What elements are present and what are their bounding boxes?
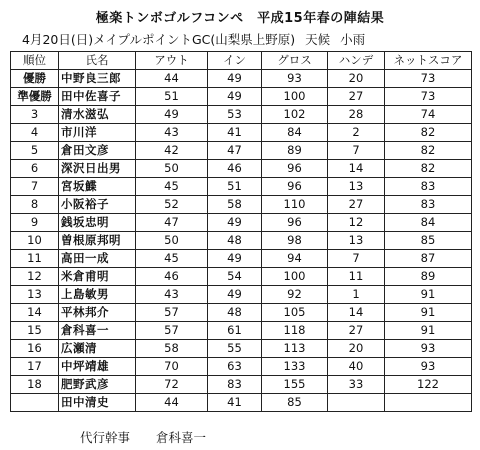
cell-name: 上島敏男: [59, 286, 136, 304]
cell-out: 57: [136, 322, 208, 340]
cell-handicap: 27: [328, 196, 385, 214]
cell-in: 41: [208, 394, 262, 412]
table-row: [11, 88, 472, 106]
cell-name: 市川洋: [59, 124, 136, 142]
cell-handicap: 1: [328, 286, 385, 304]
cell-handicap: 13: [328, 178, 385, 196]
cell-gross: 133: [262, 358, 328, 376]
cell-rank: 18: [11, 376, 59, 394]
cell-handicap: 2: [328, 124, 385, 142]
header-rank: 順位: [11, 52, 59, 70]
weather-value: 小雨: [340, 32, 366, 47]
cell-name: 肥野武彦: [59, 376, 136, 394]
table-row: [11, 376, 472, 394]
cell-in: 41: [208, 124, 262, 142]
cell-handicap: 33: [328, 376, 385, 394]
cell-handicap: 40: [328, 358, 385, 376]
cell-name: 宮坂鰈: [59, 178, 136, 196]
cell-in: 51: [208, 178, 262, 196]
table-row: [11, 340, 472, 358]
cell-gross: 96: [262, 160, 328, 178]
cell-rank: 3: [11, 106, 59, 124]
header-row: [11, 52, 472, 70]
cell-handicap: 14: [328, 160, 385, 178]
event-info: [22, 30, 371, 48]
cell-gross: 98: [262, 232, 328, 250]
cell-handicap: 12: [328, 214, 385, 232]
document-title: 極楽トンボゴルフコンペ 平成15年春の陣結果: [95, 11, 385, 26]
cell-name: 田中清史: [59, 394, 136, 412]
cell-rank: 10: [11, 232, 59, 250]
cell-gross: 100: [262, 88, 328, 106]
header-in: イン: [208, 52, 262, 70]
cell-out: 45: [136, 178, 208, 196]
cell-name: 倉田文彦: [59, 142, 136, 160]
table-row: [11, 358, 472, 376]
cell-handicap: 11: [328, 268, 385, 286]
cell-net-score: 87: [385, 250, 472, 268]
cell-handicap: 27: [328, 322, 385, 340]
cell-rank: 13: [11, 286, 59, 304]
cell-gross: 84: [262, 124, 328, 142]
table-row: [11, 196, 472, 214]
cell-rank: 16: [11, 340, 59, 358]
cell-net-score: 83: [385, 196, 472, 214]
cell-name: 広瀬清: [59, 340, 136, 358]
cell-gross: 89: [262, 142, 328, 160]
cell-net-score: 73: [385, 70, 472, 88]
cell-net-score: 93: [385, 340, 472, 358]
weather-label: 天候: [305, 32, 331, 47]
cell-name: 平林邦介: [59, 304, 136, 322]
cell-out: 44: [136, 394, 208, 412]
cell-in: 47: [208, 142, 262, 160]
cell-in: 49: [208, 214, 262, 232]
cell-rank: 4: [11, 124, 59, 142]
cell-in: 55: [208, 340, 262, 358]
table-row: [11, 214, 472, 232]
header-gross: グロス: [262, 52, 328, 70]
date-course: 4月20日(日)メイプルポイントGC(山梨県上野原): [22, 32, 296, 47]
cell-out: 50: [136, 232, 208, 250]
cell-net-score: 83: [385, 178, 472, 196]
cell-out: 42: [136, 142, 208, 160]
cell-handicap: 27: [328, 88, 385, 106]
cell-gross: 105: [262, 304, 328, 322]
cell-in: 49: [208, 250, 262, 268]
cell-out: 51: [136, 88, 208, 106]
cell-name: 米倉甫明: [59, 268, 136, 286]
cell-net-score: 74: [385, 106, 472, 124]
cell-net-score: 73: [385, 88, 472, 106]
cell-net-score: 89: [385, 268, 472, 286]
cell-name: 中坪靖雄: [59, 358, 136, 376]
cell-in: 58: [208, 196, 262, 214]
cell-net-score: 84: [385, 214, 472, 232]
cell-out: 45: [136, 250, 208, 268]
cell-net-score: 91: [385, 322, 472, 340]
cell-handicap: 14: [328, 304, 385, 322]
cell-out: 50: [136, 160, 208, 178]
cell-rank: 6: [11, 160, 59, 178]
cell-rank: [11, 394, 59, 412]
footer-organizer: [80, 428, 206, 446]
cell-out: 58: [136, 340, 208, 358]
cell-in: 54: [208, 268, 262, 286]
cell-name: 清水滋弘: [59, 106, 136, 124]
cell-rank: 優勝: [11, 70, 59, 88]
table-row: [11, 394, 472, 412]
cell-gross: 85: [262, 394, 328, 412]
cell-in: 49: [208, 70, 262, 88]
table-row: [11, 250, 472, 268]
header-name: 氏名: [59, 52, 136, 70]
cell-in: 48: [208, 232, 262, 250]
table-row: [11, 304, 472, 322]
cell-name: 倉科喜一: [59, 322, 136, 340]
cell-out: 70: [136, 358, 208, 376]
cell-gross: 113: [262, 340, 328, 358]
cell-out: 72: [136, 376, 208, 394]
cell-handicap: 20: [328, 70, 385, 88]
cell-out: 46: [136, 268, 208, 286]
organizer-name: 倉科喜一: [156, 430, 207, 445]
cell-name: 深沢日出男: [59, 160, 136, 178]
cell-handicap: 20: [328, 340, 385, 358]
cell-name: 田中佐喜子: [59, 88, 136, 106]
results-table: [10, 51, 472, 412]
cell-gross: 102: [262, 106, 328, 124]
cell-gross: 96: [262, 214, 328, 232]
cell-rank: 8: [11, 196, 59, 214]
cell-in: 46: [208, 160, 262, 178]
table-row: [11, 178, 472, 196]
table-row: [11, 142, 472, 160]
cell-rank: 9: [11, 214, 59, 232]
cell-rank: 17: [11, 358, 59, 376]
cell-rank: 11: [11, 250, 59, 268]
cell-rank: 14: [11, 304, 59, 322]
cell-handicap: [328, 394, 385, 412]
cell-name: 曽根原邦明: [59, 232, 136, 250]
cell-handicap: 7: [328, 250, 385, 268]
cell-name: 高田一成: [59, 250, 136, 268]
cell-name: 銭坂忠明: [59, 214, 136, 232]
cell-gross: 93: [262, 70, 328, 88]
cell-handicap: 7: [328, 142, 385, 160]
cell-out: 57: [136, 304, 208, 322]
cell-out: 47: [136, 214, 208, 232]
cell-rank: 15: [11, 322, 59, 340]
cell-rank: 5: [11, 142, 59, 160]
cell-gross: 118: [262, 322, 328, 340]
cell-net-score: 85: [385, 232, 472, 250]
cell-rank: 12: [11, 268, 59, 286]
cell-gross: 94: [262, 250, 328, 268]
cell-in: 49: [208, 286, 262, 304]
cell-in: 48: [208, 304, 262, 322]
cell-handicap: 28: [328, 106, 385, 124]
cell-out: 52: [136, 196, 208, 214]
cell-net-score: 122: [385, 376, 472, 394]
cell-net-score: 91: [385, 286, 472, 304]
cell-gross: 100: [262, 268, 328, 286]
table-row: [11, 286, 472, 304]
cell-gross: 110: [262, 196, 328, 214]
table-row: [11, 232, 472, 250]
table-row: [11, 124, 472, 142]
cell-name: 中野良三郎: [59, 70, 136, 88]
table-row: [11, 160, 472, 178]
organizer-role: 代行幹事: [80, 430, 131, 445]
table-row: [11, 322, 472, 340]
cell-rank: 7: [11, 178, 59, 196]
table-row: [11, 268, 472, 286]
cell-in: 53: [208, 106, 262, 124]
cell-name: 小阪裕子: [59, 196, 136, 214]
cell-out: 43: [136, 286, 208, 304]
cell-out: 43: [136, 124, 208, 142]
cell-gross: 155: [262, 376, 328, 394]
header-net-score: ネットスコア: [385, 52, 472, 70]
cell-net-score: 82: [385, 124, 472, 142]
cell-net-score: 93: [385, 358, 472, 376]
cell-in: 61: [208, 322, 262, 340]
table-row: [11, 106, 472, 124]
header-handicap: ハンデ: [328, 52, 385, 70]
cell-gross: 92: [262, 286, 328, 304]
cell-net-score: 91: [385, 304, 472, 322]
cell-in: 83: [208, 376, 262, 394]
cell-out: 44: [136, 70, 208, 88]
cell-out: 49: [136, 106, 208, 124]
cell-net-score: 82: [385, 160, 472, 178]
cell-handicap: 13: [328, 232, 385, 250]
cell-net-score: [385, 394, 472, 412]
cell-in: 63: [208, 358, 262, 376]
cell-net-score: 82: [385, 142, 472, 160]
cell-in: 49: [208, 88, 262, 106]
header-out: アウト: [136, 52, 208, 70]
cell-gross: 96: [262, 178, 328, 196]
table-row: [11, 70, 472, 88]
cell-rank: 準優勝: [11, 88, 59, 106]
